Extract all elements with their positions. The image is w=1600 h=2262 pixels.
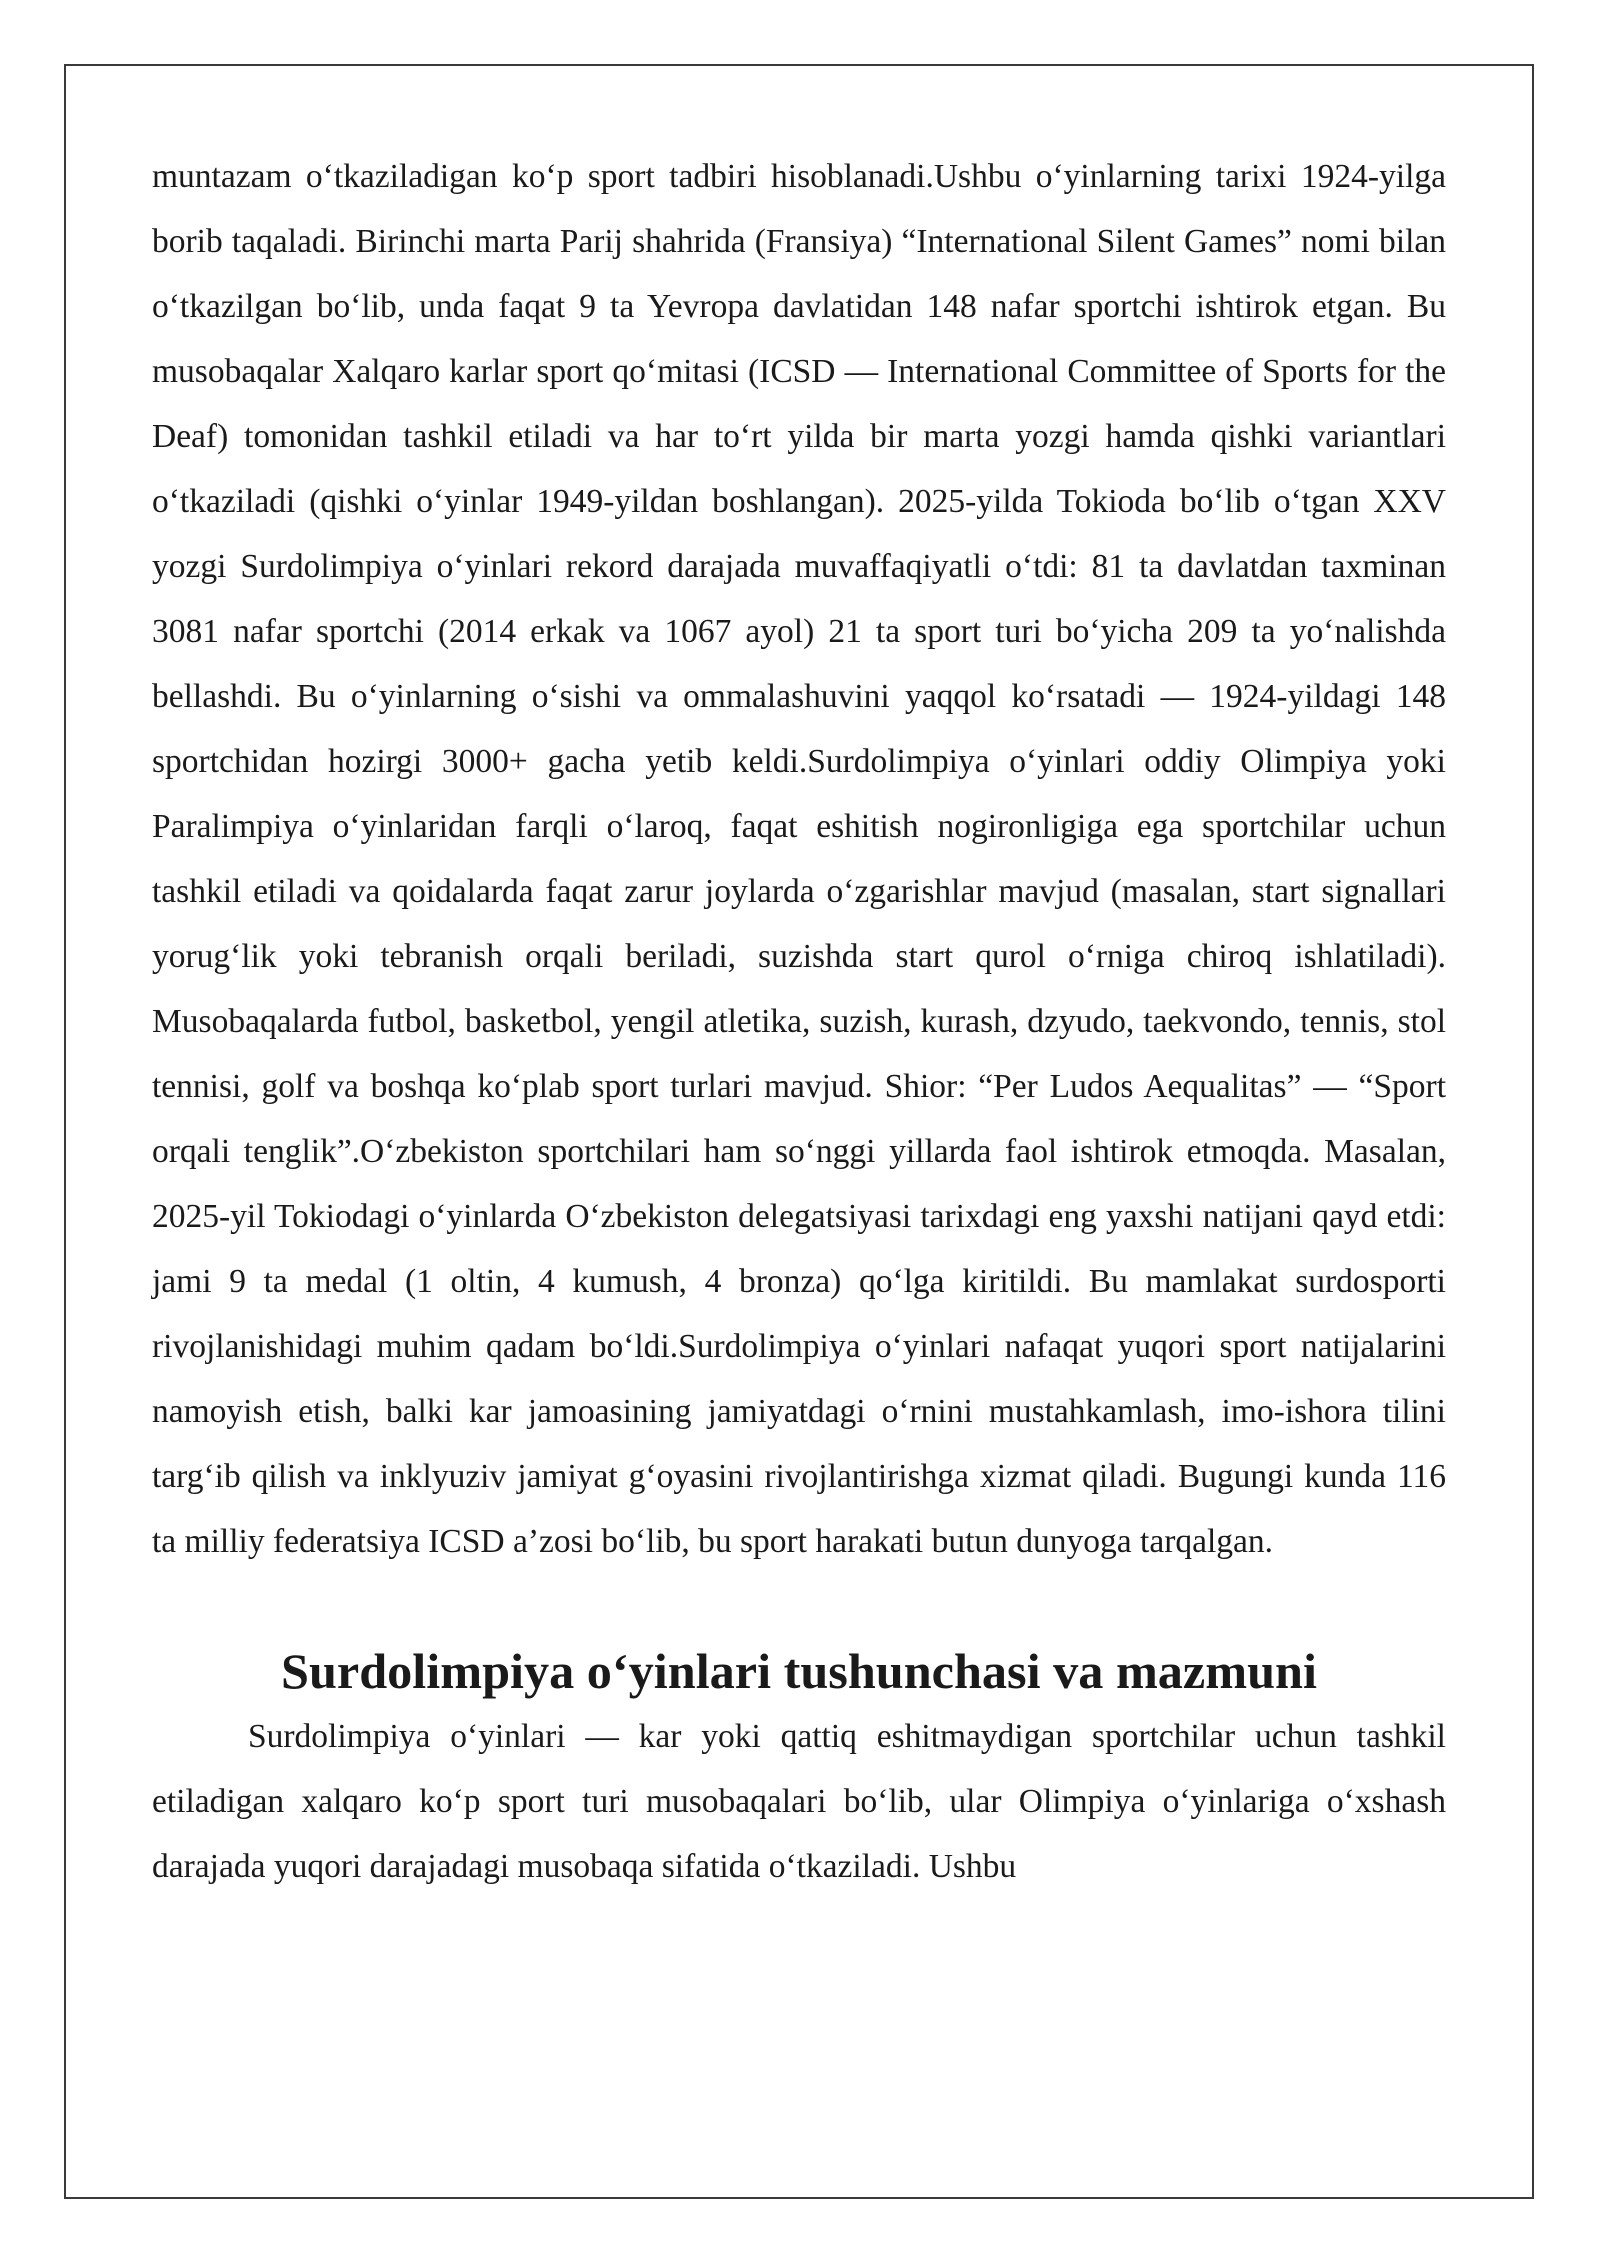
body-paragraph: muntazam o‘tkaziladigan ko‘p sport tadbiri hisoblanadi.Ushbu o‘yinlarning tarixi 1924-yilga borib taqaladi. Birinchi marta Parij shahrida (Fransiya) “International Silent Games” nomi bilan o‘tkazilgan bo‘lib, unda faqat 9 ta Yevropa davlatidan 148 nafar sportchi ishtirok etgan. Bu musobaqalar Xalqaro karlar sport qo‘mitasi (ICSD — International Committee of Sports for the Deaf) tomonidan tashkil etiladi va har to‘rt yilda bir marta yozgi hamda qishki variantlari o‘tkaziladi (qishki o‘yinlar 1949-yildan boshlangan). 2025-yilda Tokioda bo‘lib o‘tgan XXV yozgi Surdolimpiya o‘yinlari rekord darajada muvaffaqiyatli o‘tdi: 81 ta davlatdan taxminan 3081 nafar sportchi (2014 erkak va 1067 ayol) 21 ta sport turi bo‘yicha 209 ta yo‘nalishda bellashdi. Bu o‘yinlarning o‘sishi va ommalashuvini yaqqol ko‘rsatadi — 1924-yildagi 148 sportchidan hozirgi 3000+ gacha yetib keldi.Surdolimpiya o‘yinlari oddiy Olimpiya yoki Paralimpiya o‘yinlaridan farqli o‘laroq, faqat eshitish nogironligiga ega sportchilar uchun tashkil etiladi va qoidalarda faqat zarur joylarda o‘zgarishlar mavjud (masalan, start signallari yorug‘lik yoki tebranish orqali beriladi, suzishda start qurol o‘rniga chiroq ishlatiladi). Musobaqalarda futbol, basketbol, yengil atletika, suzish, kurash, dzyudo, taekvondo, tennis, stol tennisi, golf va boshqa ko‘plab sport turlari mavjud. Shior: “Per Ludos Aequalitas” — “Sport orqali tenglik”.O‘zbekiston sportchilari ham so‘nggi yillarda faol ishtirok etmoqda. Masalan, 2025-yil Tokiodagi o‘yinlarda O‘zbekiston delegatsiyasi tarixdagi eng yaxshi natijani qayd etdi: jami 9 ta medal (1 oltin, 4 kumush, 4 bronza) qo‘lga kiritildi. Bu mamlakat surdosporti rivojlanishidagi muhim qadam bo‘ldi.Surdolimpiya o‘yinlari nafaqat yuqori sport natijalarini namoyish etish, balki kar jamoasining jamiyatdagi o‘rnini mustahkamlash, imo-ishora tilini targ‘ib qilish va inklyuziv jamiyat g‘oyasini rivojlantirishga xizmat qiladi. Bugungi kunda 116 ta milliy federatsiya ICSD a’zosi bo‘lib, bu sport harakati butun dunyoga tarqalgan. [152,158,1446,1560]
body-paragraph-continued: Surdolimpiya o‘yinlari — kar yoki qattiq eshitmaydigan sportchilar uchun tashkil etiladigan xalqaro ko‘p sport turi musobaqalari bo‘lib, ular Olimpiya o‘yinlariga o‘xshash darajada yuqori darajadagi musobaqa sifatida o‘tkaziladi. Ushbu [152,1718,1446,1885]
section-heading: Surdolimpiya o‘yinlari tushunchasi va mazmuni [281,1643,1317,1699]
document-body [152,144,1446,1899]
